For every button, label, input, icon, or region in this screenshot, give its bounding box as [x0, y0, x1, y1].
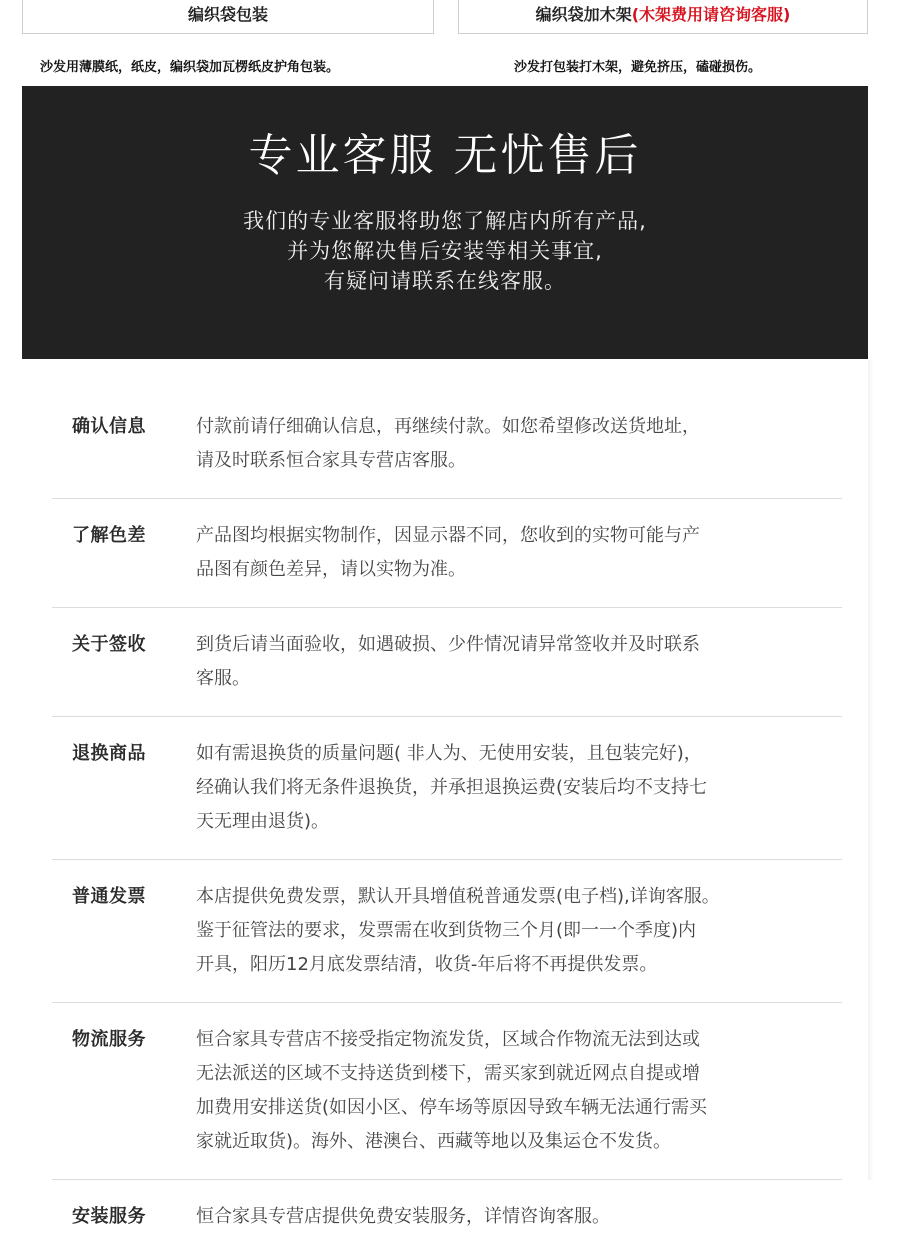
policy-line: 客服。: [196, 668, 250, 689]
packaging-option-woven-bag-wood-frame: [458, 0, 868, 34]
right-edge-shadow: [868, 360, 874, 1180]
policy-line: 加费用安排送货(如因小区、停车场等原因导致车辆无法通行需买: [196, 1097, 708, 1118]
policy-confirm-info: [52, 390, 842, 499]
policy-line: 本店提供免费发票，默认开具增值税普通发票(电子档),详询客服。: [196, 886, 720, 907]
packaging-option-woven-bag: [22, 0, 434, 34]
policy-label: 物流服务: [72, 1029, 146, 1050]
policy-line: 家就近取货)。海外、港澳台、西藏等地以及集运仓不发货。: [196, 1131, 672, 1152]
policy-text: [196, 737, 842, 839]
packaging-note-wood-frame: 沙发打包装打木架，避免挤压，磕碰损伤。: [514, 60, 762, 75]
policy-installation: [52, 1180, 842, 1254]
policy-line: 如有需退换货的质量问题( 非人为、无使用安装，且包装完好)，: [196, 743, 702, 764]
policy-text: [196, 410, 842, 478]
policy-text: [196, 1200, 842, 1234]
policy-line: 经确认我们将无条件退换货，并承担退换运费(安装后均不支持七: [196, 777, 708, 798]
policy-label: 确认信息: [72, 416, 146, 437]
policy-line: 无法派送的区域不支持送货到楼下，需买家到就近网点自提或增: [196, 1063, 700, 1084]
policy-line: 付款前请仔细确认信息，再继续付款。如您希望修改送货地址，: [196, 416, 700, 437]
policy-line: 到货后请当面验收，如遇破损、少件情况请异常签收并及时联系: [196, 634, 700, 655]
policy-text: [196, 1023, 842, 1159]
banner-text: [22, 206, 868, 296]
banner-line: 我们的专业客服将助您了解店内所有产品,: [243, 209, 647, 233]
banner-line: 有疑问请联系在线客服。: [324, 269, 566, 293]
policy-text: [196, 880, 842, 982]
packaging-option-highlight: (木架费用请咨询客服): [631, 5, 791, 24]
policy-label: 了解色差: [72, 525, 146, 546]
service-banner: [22, 86, 868, 359]
policy-line: 开具，阳历12月底发票结清，收货-年后将不再提供发票。: [196, 954, 658, 975]
policy-color-difference: [52, 499, 842, 608]
policy-list: [52, 390, 842, 1254]
packaging-note-woven-bag: 沙发用薄膜纸，纸皮，编织袋加瓦楞纸皮护角包装。: [40, 60, 340, 75]
policy-line: 品图有颜色差异，请以实物为准。: [196, 559, 466, 580]
policy-logistics: [52, 1003, 842, 1180]
packaging-option-title: 编织袋加木架: [535, 5, 632, 24]
policy-line: 鉴于征管法的要求，发票需在收到货物三个月(即一一个季度)内: [196, 920, 697, 941]
banner-line: 并为您解决售后安装等相关事宜,: [287, 239, 603, 263]
packaging-options: [0, 0, 900, 90]
policy-text: [196, 628, 842, 696]
policy-delivery-signing: [52, 608, 842, 717]
policy-line: 产品图均根据实物制作，因显示器不同，您收到的实物可能与产: [196, 525, 700, 546]
policy-label: 普通发票: [72, 886, 146, 907]
policy-invoice: [52, 860, 842, 1003]
policy-label: 安装服务: [72, 1206, 146, 1227]
policy-line: 天无理由退货)。: [196, 811, 330, 832]
packaging-option-title: 编织袋包装: [187, 5, 268, 24]
banner-title: 专业客服 无忧售后: [248, 130, 642, 181]
policy-line: 请及时联系恒合家具专营店客服。: [196, 450, 466, 471]
policy-text: [196, 519, 842, 587]
policy-line: 恒合家具专营店提供免费安装服务，详情咨询客服。: [196, 1206, 610, 1227]
policy-label: 退换商品: [72, 743, 146, 764]
policy-label: 关于签收: [72, 634, 146, 655]
policy-returns: [52, 717, 842, 860]
policy-line: 恒合家具专营店不接受指定物流发货，区域合作物流无法到达或: [196, 1029, 700, 1050]
